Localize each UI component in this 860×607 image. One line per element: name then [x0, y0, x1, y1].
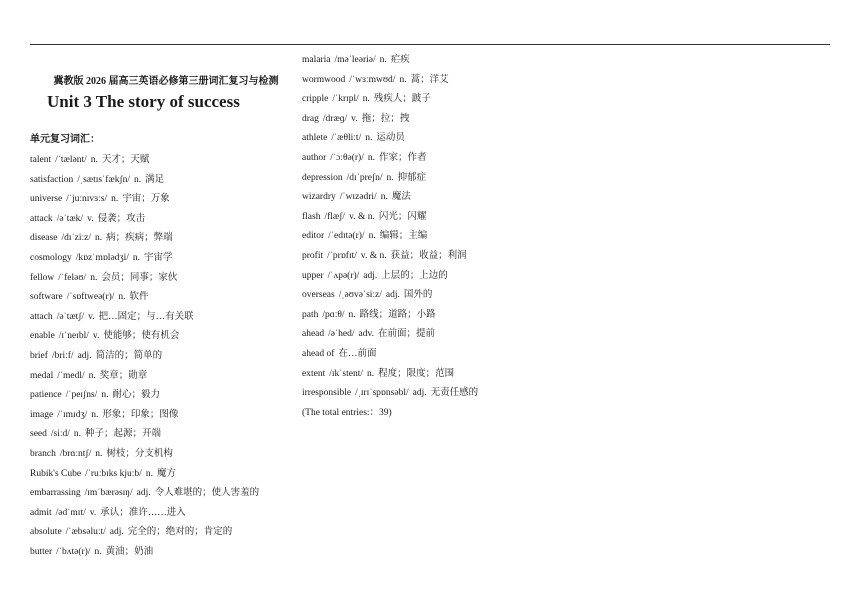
vocab-meaning: 疟疾 — [390, 55, 410, 65]
vocab-meaning: 无责任感的 — [430, 388, 479, 399]
vocab-pos: n. — [365, 133, 373, 144]
vocab-pos: n. — [348, 309, 356, 320]
vocab-phonetic: /ˈæθliːt/ — [331, 133, 362, 144]
vocab-entry — [30, 269, 292, 289]
vocab-pos: adv. — [358, 329, 375, 340]
vocab-word: universe — [30, 194, 63, 205]
vocab-pos: adj. — [77, 350, 92, 361]
vocab-entry — [302, 188, 602, 208]
vocab-entry — [30, 151, 292, 171]
vocab-entry — [302, 267, 602, 287]
vocab-phonetic: /dɪˈpreʃn/ — [346, 172, 383, 183]
vocab-word: wizardry — [302, 192, 336, 203]
vocab-phonetic: /əˈtætʃ/ — [56, 311, 85, 322]
vocab-pos: n. — [368, 231, 376, 242]
vocab-phonetic: /ˈkrɪpl/ — [332, 94, 359, 105]
vocab-pos: v. — [88, 311, 95, 322]
vocab-meaning: 抑郁症 — [397, 172, 427, 183]
vocab-phonetic: /ˈæbsəluːt/ — [65, 527, 106, 538]
vocab-word: path — [302, 309, 319, 320]
vocab-phonetic: /dræɡ/ — [322, 113, 348, 124]
vocab-entry — [302, 384, 602, 404]
vocab-phonetic: /ˈruːbɪks kjuːb/ — [85, 468, 142, 479]
vocab-word: enable — [30, 331, 55, 342]
vocab-meaning: 上层的；上边的 — [381, 270, 448, 281]
vocab-meaning: 完全的；绝对的；肯定的 — [127, 527, 233, 538]
vocab-word: flash — [302, 211, 321, 222]
vocab-pos: n. — [95, 448, 103, 459]
vocab-entry — [30, 327, 292, 347]
vocab-phonetic: /ˈɪmɪdʒ/ — [57, 409, 88, 420]
vocab-meaning: 国外的 — [403, 290, 433, 301]
vocab-phonetic: /pɑːθ/ — [322, 309, 345, 320]
vocab-word: overseas — [302, 290, 335, 301]
vocab-entry — [30, 543, 292, 563]
vocab-entry — [30, 504, 292, 524]
vocab-meaning: 残疾人；跛子 — [373, 94, 431, 105]
vocab-pos: n. — [111, 194, 119, 205]
right-column — [302, 51, 602, 423]
vocab-entry — [302, 90, 602, 110]
vocab-entry — [30, 210, 292, 230]
vocab-phonetic: /ˈwɪzədri/ — [339, 192, 377, 203]
vocab-entry — [302, 345, 602, 365]
vocab-word: fellow — [30, 272, 55, 283]
vocab-entry — [30, 229, 292, 249]
vocab-word: cripple — [302, 94, 329, 105]
vocab-word: brief — [30, 350, 48, 361]
vocab-meaning: 宇宙学 — [144, 252, 173, 263]
vocab-pos: n. — [94, 546, 102, 557]
vocab-meaning: 会员；同事；家伙 — [101, 272, 178, 283]
vocab-entry — [30, 288, 292, 308]
vocab-phonetic: /ˈpeɪʃns/ — [65, 390, 98, 401]
vocab-entry — [302, 286, 602, 306]
vocab-phonetic: /flæʃ/ — [324, 211, 346, 222]
vocab-entry — [30, 386, 292, 406]
vocab-pos: n. — [94, 233, 103, 244]
vocab-pos: adj. — [363, 270, 378, 281]
vocab-word: satisfaction — [30, 174, 74, 185]
vocab-pos: v. — [351, 113, 358, 124]
vocab-pos: adj. — [109, 527, 124, 538]
vocab-phonetic: /ˈʌpə(r)/ — [327, 270, 360, 281]
vocab-phonetic: /ɪmˈbærəsɪŋ/ — [84, 488, 133, 499]
vocab-pos: n. — [399, 74, 407, 85]
vocab-word: cosmology — [30, 252, 72, 263]
vocab-phonetic: /briːf/ — [51, 350, 74, 361]
vocab-phonetic: /ˈtælənt/ — [55, 155, 87, 165]
vocab-word: seed — [30, 429, 47, 440]
vocab-meaning: 作家；作者 — [378, 152, 427, 163]
vocab-phonetic: /brɑːntʃ/ — [59, 448, 92, 459]
vocab-entry — [30, 367, 292, 387]
vocab-meaning: 程度；限度；范围 — [378, 368, 455, 379]
vocab-pos: v. — [89, 507, 97, 518]
vocab-pos: adj. — [412, 388, 427, 399]
vocab-entry — [30, 425, 292, 445]
vocab-pos: n. — [367, 368, 375, 379]
top-rule — [30, 44, 830, 45]
vocab-word: medal — [30, 370, 54, 381]
vocab-pos: n. — [379, 55, 387, 65]
vocab-pos: n. — [367, 152, 375, 163]
vocab-pos: n. — [362, 94, 370, 105]
vocab-pos: n. — [380, 192, 388, 203]
vocab-phonetic: /ˈprɒfɪt/ — [327, 250, 357, 261]
vocab-meaning: 宇宙；万象 — [122, 194, 170, 205]
vocab-pos: n. — [118, 292, 126, 303]
vocab-word: irresponsible — [302, 388, 352, 399]
vocab-meaning: 令人难堪的；使人害羞的 — [154, 488, 260, 499]
vocab-pos: n. — [101, 390, 109, 401]
vocab-pos: v. — [92, 331, 100, 342]
vocab-pos: v. & n. — [360, 250, 387, 261]
vocab-word: attack — [30, 213, 53, 224]
vocab-entry — [30, 406, 292, 426]
vocab-meaning: 简洁的；简单的 — [95, 350, 163, 361]
vocab-word: branch — [30, 448, 56, 459]
vocab-phonetic: /ˈmedl/ — [57, 370, 85, 381]
vocab-entry — [30, 445, 292, 465]
vocab-word: butter — [30, 546, 53, 557]
vocab-phonetic: /məˈleəriə/ — [334, 55, 376, 65]
vocab-meaning: 运动员 — [376, 133, 405, 144]
vocab-phonetic: /kɒzˈmɒlədʒi/ — [75, 252, 129, 263]
unit-title: Unit 3 The story of success — [47, 92, 240, 111]
vocab-meaning: 把…固定；与…有关联 — [98, 311, 194, 322]
vocab-entry — [30, 465, 292, 485]
vocab-pos: n. — [132, 252, 141, 263]
vocab-word: attach — [30, 311, 53, 322]
vocab-word: extent — [302, 368, 326, 379]
vocab-meaning: 魔方 — [156, 468, 176, 479]
vocab-word: upper — [302, 270, 324, 281]
vocab-entry — [302, 208, 602, 228]
vocab-pos: adj. — [136, 488, 151, 499]
vocab-pos: n. — [73, 429, 82, 440]
vocab-phonetic: /ˈsɒftweə(r)/ — [66, 292, 115, 303]
left-vocabulary-list — [30, 151, 292, 562]
vocab-meaning: 路线；道路；小路 — [359, 309, 436, 320]
vocab-meaning: 获益；收益；利润 — [390, 250, 467, 261]
vocab-phonetic: /ˈwɜːmwʊd/ — [349, 74, 396, 85]
vocab-entry — [302, 247, 602, 267]
vocab-meaning: 在前面；提前 — [378, 329, 436, 340]
vocab-word: disease — [30, 233, 58, 244]
vocab-meaning: 侵袭；攻击 — [97, 213, 146, 224]
vocab-pos: adj. — [385, 290, 400, 301]
vocab-word: author — [302, 152, 327, 163]
vocab-meaning: 种子；起源；开端 — [85, 429, 162, 440]
vocab-entry — [302, 149, 602, 169]
left-column — [30, 72, 292, 562]
vocab-phonetic: /ɪˈneɪbl/ — [58, 331, 89, 342]
vocab-entry — [30, 484, 292, 504]
vocab-word: talent — [30, 155, 52, 165]
vocab-phonetic: /ˌsætɪsˈfækʃn/ — [77, 174, 131, 185]
vocab-phonetic: /ˌəʊvəˈsiːz/ — [338, 290, 382, 301]
vocab-meaning: 软件 — [129, 292, 149, 303]
vocab-meaning: 耐心；毅力 — [112, 390, 160, 401]
vocab-entry — [30, 308, 292, 328]
vocab-pos: v. — [87, 213, 94, 224]
vocab-meaning: 蒿；洋艾 — [410, 74, 449, 85]
vocab-word: ahead of — [302, 348, 335, 359]
vocab-word: athlete — [302, 133, 328, 144]
vocab-word: embarrassing — [30, 488, 81, 499]
vocab-word: image — [30, 409, 54, 420]
vocab-meaning: 树枝；分支机构 — [106, 448, 173, 459]
vocab-phonetic: /ˈjuːnɪvɜːs/ — [66, 194, 108, 205]
vocab-word: absolute — [30, 527, 62, 538]
vocab-meaning: 形象；印象；图像 — [102, 409, 179, 420]
vocab-pos: n. — [145, 468, 153, 479]
vocab-entry — [302, 365, 602, 385]
vocab-phonetic: /əˈhed/ — [328, 329, 355, 340]
vocab-meaning: 满足 — [145, 174, 165, 185]
vocab-word: software — [30, 292, 63, 303]
vocab-word: wormwood — [302, 74, 346, 85]
vocab-word: depression — [302, 172, 343, 183]
vocab-phonetic: /siːd/ — [50, 429, 70, 440]
vocab-entry — [30, 347, 292, 367]
vocab-phonetic: /ˌɪrɪˈspɒnsəbl/ — [355, 388, 409, 399]
vocab-meaning: 闪光；闪耀 — [378, 211, 427, 222]
vocab-entry — [302, 51, 602, 71]
vocab-word: editor — [302, 231, 325, 242]
document-header: 冀教版 2026 届高三英语必修第三册词汇复习与检测 — [53, 76, 279, 87]
vocab-pos: n. — [90, 155, 98, 165]
vocab-pos: n. — [386, 172, 394, 183]
vocab-word: admit — [30, 507, 52, 518]
vocab-entry — [302, 71, 602, 91]
vocab-meaning: 病；疾病；弊端 — [106, 233, 173, 244]
vocab-word: drag — [302, 113, 319, 124]
vocab-pos: v. & n. — [349, 211, 375, 222]
vocab-phonetic: /ˈɔːθə(r)/ — [330, 152, 364, 163]
vocab-entry — [30, 190, 292, 210]
vocab-meaning: 使能够；使有机会 — [103, 331, 180, 342]
vocab-entry — [302, 169, 602, 189]
total-entries: (The total entries:：39) — [302, 407, 392, 418]
vocab-meaning: 奖章；勋章 — [99, 370, 148, 381]
vocab-entry — [30, 249, 292, 269]
vocab-word: Rubik's Cube — [30, 468, 82, 479]
vocab-phonetic: /ˈedɪtə(r)/ — [328, 231, 365, 242]
vocab-phonetic: /ˈfeləʊ/ — [58, 272, 87, 283]
right-vocabulary-list — [302, 51, 602, 404]
vocab-phonetic: /əˈtæk/ — [56, 213, 84, 224]
vocab-meaning: 编辑；主编 — [379, 231, 428, 242]
vocab-meaning: 承认；准许……进入 — [100, 507, 186, 518]
vocab-meaning: 黄油；奶油 — [105, 546, 154, 557]
vocab-entry — [302, 325, 602, 345]
vocab-pos: n. — [88, 370, 96, 381]
vocab-word: malaria — [302, 55, 331, 65]
vocab-phonetic: /ˈbʌtə(r)/ — [56, 546, 91, 557]
vocab-meaning: 拖；拉；拽 — [361, 113, 410, 124]
vocab-phonetic: /ɪkˈstent/ — [329, 368, 363, 379]
section-heading: 单元复习词汇： — [30, 134, 100, 145]
vocab-pos: n. — [134, 174, 142, 185]
vocab-entry — [302, 306, 602, 326]
vocab-phonetic: /dɪˈziːz/ — [61, 233, 91, 244]
vocab-pos: n. — [91, 409, 99, 420]
vocab-meaning: 魔法 — [391, 192, 411, 203]
vocab-word: patience — [30, 390, 62, 401]
vocab-meaning: 在…前面 — [338, 348, 377, 359]
vocab-phonetic: /ədˈmɪt/ — [55, 507, 86, 518]
vocab-entry — [302, 129, 602, 149]
vocab-entry — [302, 110, 602, 130]
vocab-entry — [302, 227, 602, 247]
vocab-pos: n. — [90, 272, 98, 283]
vocab-word: profit — [302, 250, 324, 261]
vocab-meaning: 天才；天赋 — [101, 155, 150, 165]
vocab-word: ahead — [302, 329, 325, 340]
vocab-entry — [30, 171, 292, 191]
vocab-entry — [30, 523, 292, 543]
